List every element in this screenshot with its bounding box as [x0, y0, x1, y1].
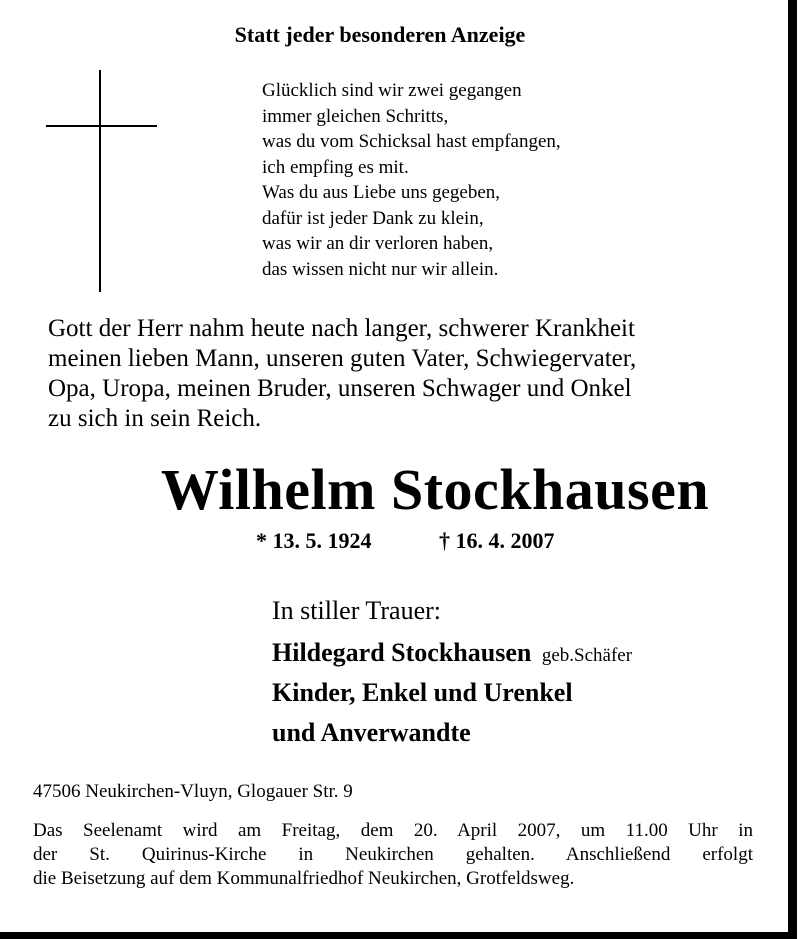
cross-vertical-bar — [99, 70, 101, 292]
birth-date: * 13. 5. 1924 — [256, 528, 372, 553]
deceased-name: Wilhelm Stockhausen — [160, 457, 710, 522]
poem — [262, 78, 561, 282]
announcement-line: Opa, Uropa, meinen Bruder, unseren Schwager und Onkel — [48, 375, 632, 402]
relatives-line: und Anverwandte — [272, 718, 471, 747]
notice-header: Statt jeder besonderen Anzeige — [234, 22, 526, 47]
family-address: 47506 Neukirchen-Vluyn, Glogauer Str. 9 — [33, 781, 353, 802]
service-line: der St. Quirinus-Kirche in Neukirchen gehalten. Anschließend erfolgt — [33, 844, 753, 865]
cross-horizontal-bar — [46, 125, 157, 127]
poem-line: immer gleichen Schritts, — [262, 105, 449, 127]
service-line: die Beisetzung auf dem Kommunalfriedhof Neukirchen, Grotfeldsweg. — [33, 868, 575, 889]
poem-line: dafür ist jeder Dank zu klein, — [262, 207, 484, 229]
death-announcement — [48, 314, 748, 434]
family-line: Kinder, Enkel und Urenkel — [272, 678, 573, 707]
death-date: † 16. 4. 2007 — [439, 528, 555, 553]
announcement-line: Gott der Herr nahm heute nach langer, schwerer Krankheit — [48, 315, 635, 342]
poem-line: ich empfing es mit. — [262, 156, 409, 178]
poem-line: Was du aus Liebe uns gegeben, — [262, 182, 501, 203]
announcement-line: meinen lieben Mann, unseren guten Vater, Schwiegervater, — [48, 345, 637, 372]
poem-line: was du vom Schicksal hast empfangen, — [262, 131, 561, 152]
mourning-label: In stiller Trauer: — [272, 596, 441, 625]
announcement-line: zu sich in sein Reich. — [48, 405, 262, 432]
widow-maiden-name: geb.Schäfer — [541, 645, 633, 666]
poem-line: das wissen nicht nur wir allein. — [262, 258, 499, 280]
service-line: Das Seelenamt wird am Freitag, dem 20. April 2007, um 11.00 Uhr in — [33, 820, 753, 841]
poem-line: was wir an dir verloren haben, — [262, 233, 494, 254]
funeral-service-info — [33, 819, 753, 891]
poem-line: Glücklich sind wir zwei gegangen — [262, 80, 522, 101]
widow-line — [272, 638, 632, 668]
widow-name: Hildegard Stockhausen — [272, 638, 532, 667]
